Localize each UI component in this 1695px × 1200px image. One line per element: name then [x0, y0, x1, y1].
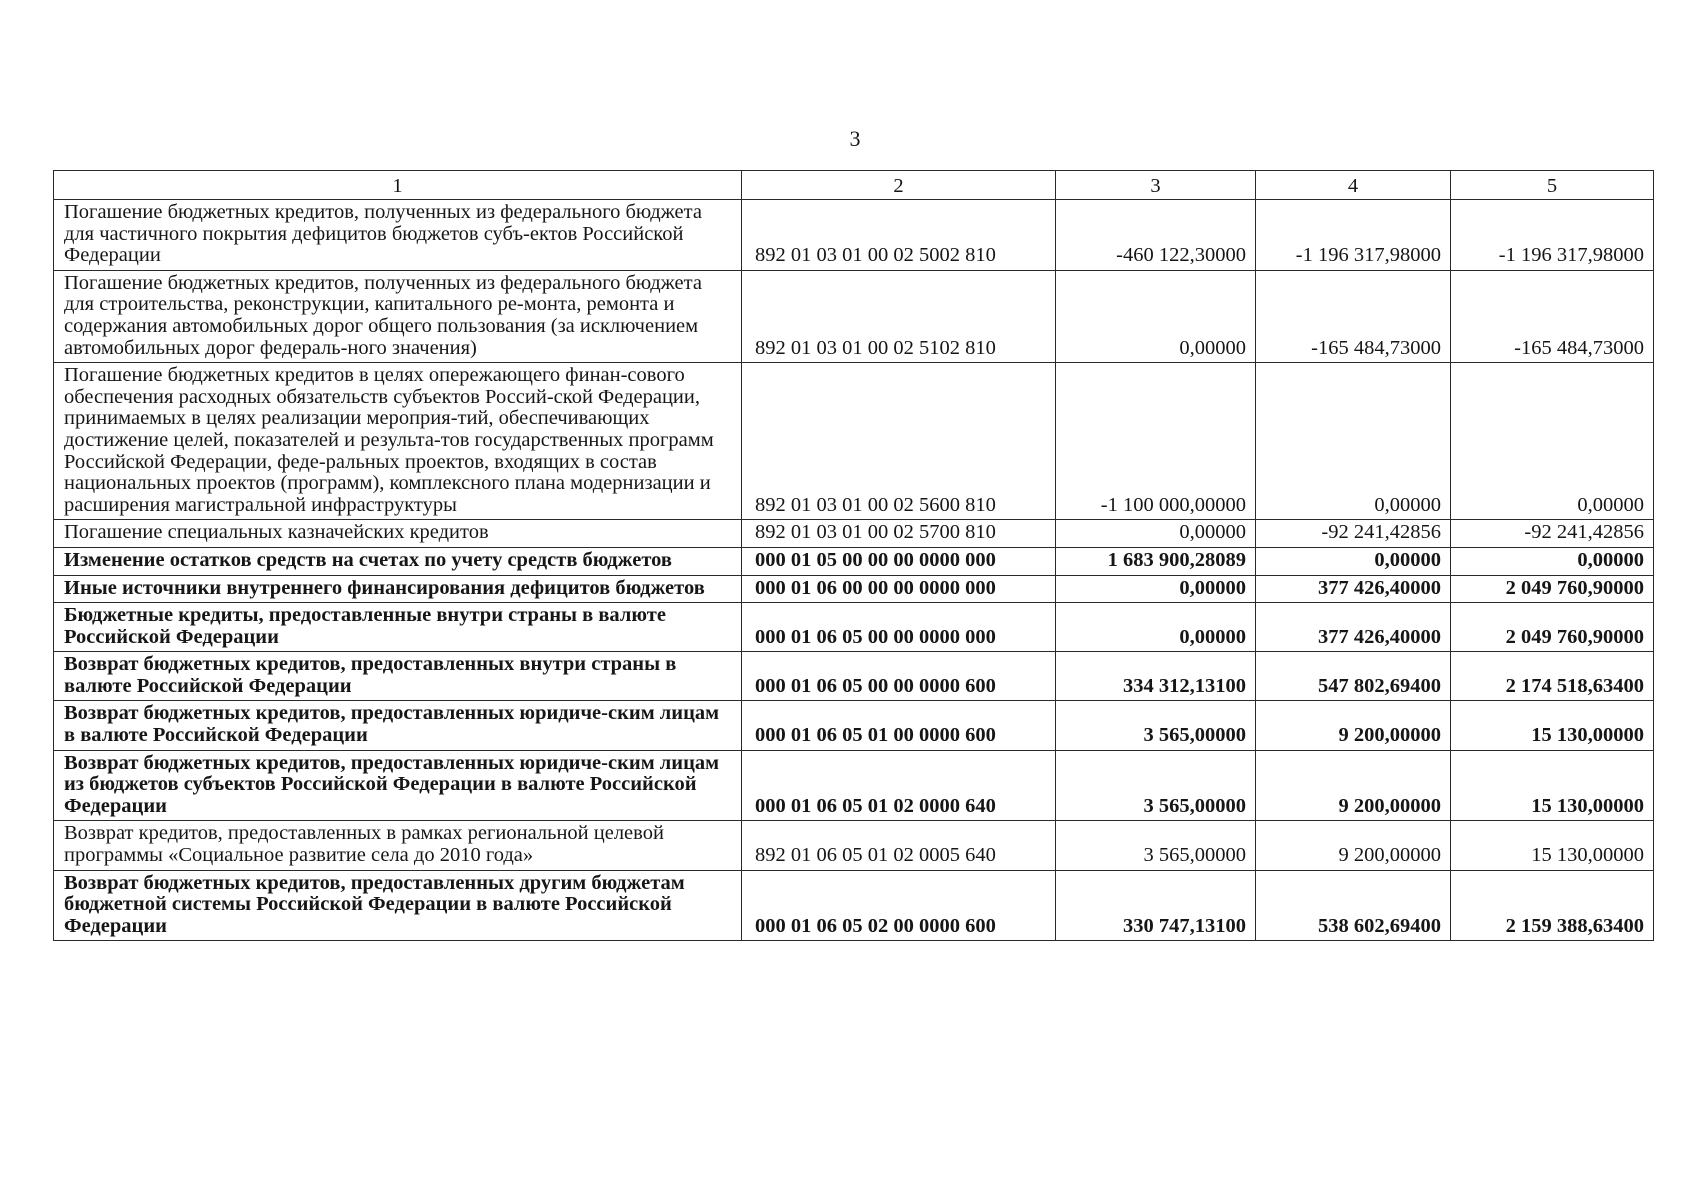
header-col-4: 4: [1256, 171, 1451, 200]
row-name: Погашение бюджетных кредитов, полученных из федерального бюджета для строительства, реконструкции, капитального ре-монта, ремонта и содержания автомобильных дорог общего пользования (за исключением автомобильных дорог федераль-ного значения): [54, 270, 742, 362]
row-code: 000 01 06 05 00 00 0000 000: [742, 603, 1056, 652]
row-name: Бюджетные кредиты, предоставленные внутри страны в валюте Российской Федерации: [54, 603, 742, 652]
row-value-col3: 334 312,13100: [1056, 652, 1256, 701]
row-value-col3: 3 565,00000: [1056, 821, 1256, 870]
row-value-col4: 0,00000: [1256, 547, 1451, 575]
row-name: Возврат бюджетных кредитов, предоставленных юридиче-ским лицам в валюте Российской Федерации: [54, 701, 742, 750]
row-code: 000 01 06 05 02 00 0000 600: [742, 870, 1056, 941]
row-value-col4: 377 426,40000: [1256, 575, 1451, 603]
page-number: 3: [849, 126, 861, 151]
row-value-col4: 377 426,40000: [1256, 603, 1451, 652]
row-value-col5: 2 159 388,63400: [1451, 870, 1654, 941]
row-name: Погашение бюджетных кредитов, полученных из федерального бюджета для частичного покрытия дефицитов бюджетов субъ-ектов Российской Федерации: [54, 200, 742, 271]
table-row: [54, 363, 1654, 520]
row-name: Возврат бюджетных кредитов, предоставленных другим бюджетам бюджетной системы Российской Федерации в валюте Российской Федерации: [54, 870, 742, 941]
header-col-1: 1: [54, 171, 742, 200]
row-value-col5: -165 484,73000: [1451, 270, 1654, 362]
row-code: 000 01 06 05 01 02 0000 640: [742, 750, 1056, 821]
row-code: 892 01 03 01 00 02 5002 810: [742, 200, 1056, 271]
table-row: [54, 701, 1654, 750]
row-value-col5: -1 196 317,98000: [1451, 200, 1654, 271]
table-row: [54, 520, 1654, 548]
row-value-col3: 330 747,13100: [1056, 870, 1256, 941]
table-row: [54, 870, 1654, 941]
row-value-col3: -460 122,30000: [1056, 200, 1256, 271]
row-value-col4: 9 200,00000: [1256, 750, 1451, 821]
row-value-col5: 15 130,00000: [1451, 821, 1654, 870]
table-row: [54, 270, 1654, 362]
row-value-col5: 0,00000: [1451, 363, 1654, 520]
row-value-col3: -1 100 000,00000: [1056, 363, 1256, 520]
row-value-col3: 3 565,00000: [1056, 750, 1256, 821]
row-value-col4: 9 200,00000: [1256, 821, 1451, 870]
row-value-col5: -92 241,42856: [1451, 520, 1654, 548]
row-name: Изменение остатков средств на счетах по учету средств бюджетов: [54, 547, 742, 575]
row-value-col5: 15 130,00000: [1451, 701, 1654, 750]
row-value-col5: 2 049 760,90000: [1451, 603, 1654, 652]
row-code: 000 01 06 05 01 00 0000 600: [742, 701, 1056, 750]
row-value-col3: 0,00000: [1056, 603, 1256, 652]
row-value-col5: 0,00000: [1451, 547, 1654, 575]
budget-sources-table: [53, 170, 1654, 941]
table-row: [54, 750, 1654, 821]
table-row: [54, 200, 1654, 271]
row-value-col4: 547 802,69400: [1256, 652, 1451, 701]
row-name: Возврат бюджетных кредитов, предоставленных внутри страны в валюте Российской Федерации: [54, 652, 742, 701]
row-name: Возврат бюджетных кредитов, предоставленных юридиче-ским лицам из бюджетов субъектов Российской Федерации в валюте Российской Федерации: [54, 750, 742, 821]
table-row: [54, 821, 1654, 870]
row-value-col5: 2 174 518,63400: [1451, 652, 1654, 701]
row-code: 892 01 03 01 00 02 5600 810: [742, 363, 1056, 520]
row-value-col3: 0,00000: [1056, 270, 1256, 362]
row-value-col3: 1 683 900,28089: [1056, 547, 1256, 575]
row-code: 000 01 06 00 00 00 0000 000: [742, 575, 1056, 603]
row-code: 892 01 03 01 00 02 5700 810: [742, 520, 1056, 548]
row-code: 000 01 05 00 00 00 0000 000: [742, 547, 1056, 575]
row-value-col4: -92 241,42856: [1256, 520, 1451, 548]
header-col-3: 3: [1056, 171, 1256, 200]
row-value-col5: 15 130,00000: [1451, 750, 1654, 821]
row-name: Возврат кредитов, предоставленных в рамках региональной целевой программы «Социальное развитие села до 2010 года»: [54, 821, 742, 870]
row-code: 892 01 06 05 01 02 0005 640: [742, 821, 1056, 870]
row-value-col4: -1 196 317,98000: [1256, 200, 1451, 271]
row-value-col3: 3 565,00000: [1056, 701, 1256, 750]
row-name: Иные источники внутреннего финансирования дефицитов бюджетов: [54, 575, 742, 603]
row-value-col5: 2 049 760,90000: [1451, 575, 1654, 603]
table-row: [54, 547, 1654, 575]
header-row: [54, 171, 1654, 200]
row-value-col4: 0,00000: [1256, 363, 1451, 520]
row-code: 000 01 06 05 00 00 0000 600: [742, 652, 1056, 701]
table-row: [54, 652, 1654, 701]
row-value-col3: 0,00000: [1056, 575, 1256, 603]
row-value-col4: 9 200,00000: [1256, 701, 1451, 750]
row-name: Погашение бюджетных кредитов в целях опережающего финан-сового обеспечения расходных обязательств субъектов Россий-ской Федерации, принимаемых в целях реализации мероприя-тий, обеспечивающих достижение целей, показателей и результа-тов государственных программ Российской Федерации, феде-ральных проектов, входящих в состав национальных проектов (программ), комплексного плана модернизации и расширения магистральной инфраструктуры: [54, 363, 742, 520]
table-row: [54, 575, 1654, 603]
header-col-5: 5: [1451, 171, 1654, 200]
row-value-col4: -165 484,73000: [1256, 270, 1451, 362]
row-value-col4: 538 602,69400: [1256, 870, 1451, 941]
header-col-2: 2: [742, 171, 1056, 200]
row-value-col3: 0,00000: [1056, 520, 1256, 548]
table-row: [54, 603, 1654, 652]
row-name: Погашение специальных казначейских кредитов: [54, 520, 742, 548]
row-code: 892 01 03 01 00 02 5102 810: [742, 270, 1056, 362]
